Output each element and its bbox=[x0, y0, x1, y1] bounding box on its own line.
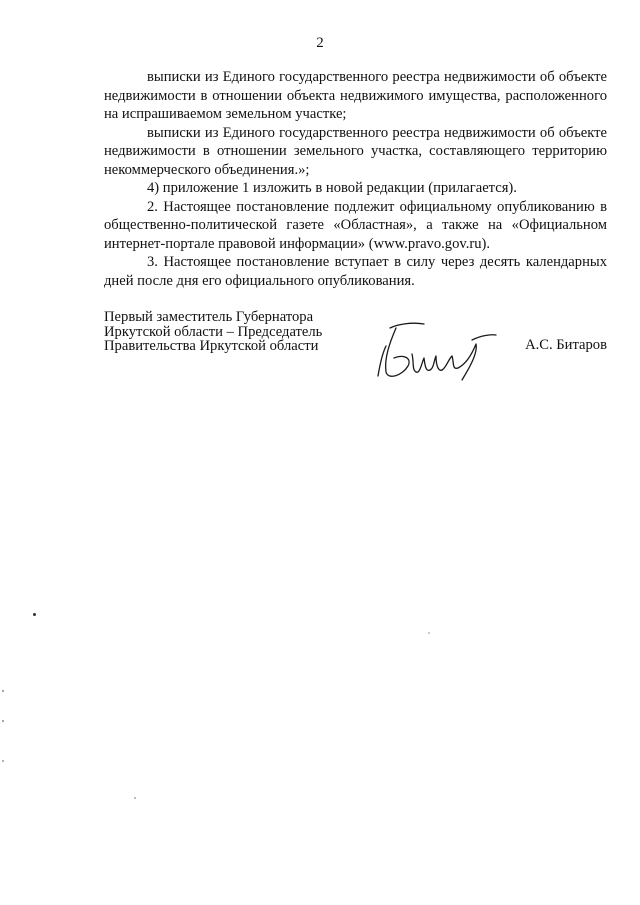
signatory-title bbox=[104, 310, 322, 354]
page-number: 2 bbox=[316, 35, 324, 51]
paragraph-effective-date: 3. Настоящее постановление вступает в силу через десять календарных дней после дня его официального опубликования. bbox=[104, 254, 607, 289]
document-body bbox=[104, 68, 607, 290]
scan-speck bbox=[33, 613, 36, 616]
signatory-title-line: Первый заместитель Губернатора bbox=[104, 309, 314, 325]
scan-speck bbox=[428, 632, 430, 634]
paragraph-extract-property: выписки из Единого государственного реестра недвижимости об объекте недвижимости в отношении объекта недвижимого имущества, расположенного на испрашиваемом земельном участке; bbox=[104, 69, 607, 122]
scan-speck bbox=[2, 690, 4, 692]
signatory-title-line: Иркутской области – Председатель bbox=[104, 323, 323, 340]
signatory-title-line: Правительства Иркутской области bbox=[104, 338, 319, 354]
paragraph-extract-land-plot: выписки из Единого государственного реестра недвижимости об объекте недвижимости в отношении земельного участка, составляющего территорию некоммерческого объединения.»; bbox=[104, 124, 607, 178]
signatory-name: А.С. Битаров bbox=[525, 337, 607, 353]
scan-speck bbox=[134, 797, 136, 799]
scan-speck bbox=[2, 720, 4, 722]
handwritten-signature-icon bbox=[368, 314, 498, 384]
signature-block bbox=[104, 310, 607, 390]
scan-speck bbox=[2, 760, 4, 762]
paragraph-appendix: 4) приложение 1 изложить в новой редакции (прилагается). bbox=[147, 180, 517, 196]
paragraph-publication: 2. Настоящее постановление подлежит официальному опубликованию в общественно-политической газете «Областная», а также на «Официальном интернет-портале правовой информации» (www.pravo.gov.ru). bbox=[104, 198, 607, 252]
